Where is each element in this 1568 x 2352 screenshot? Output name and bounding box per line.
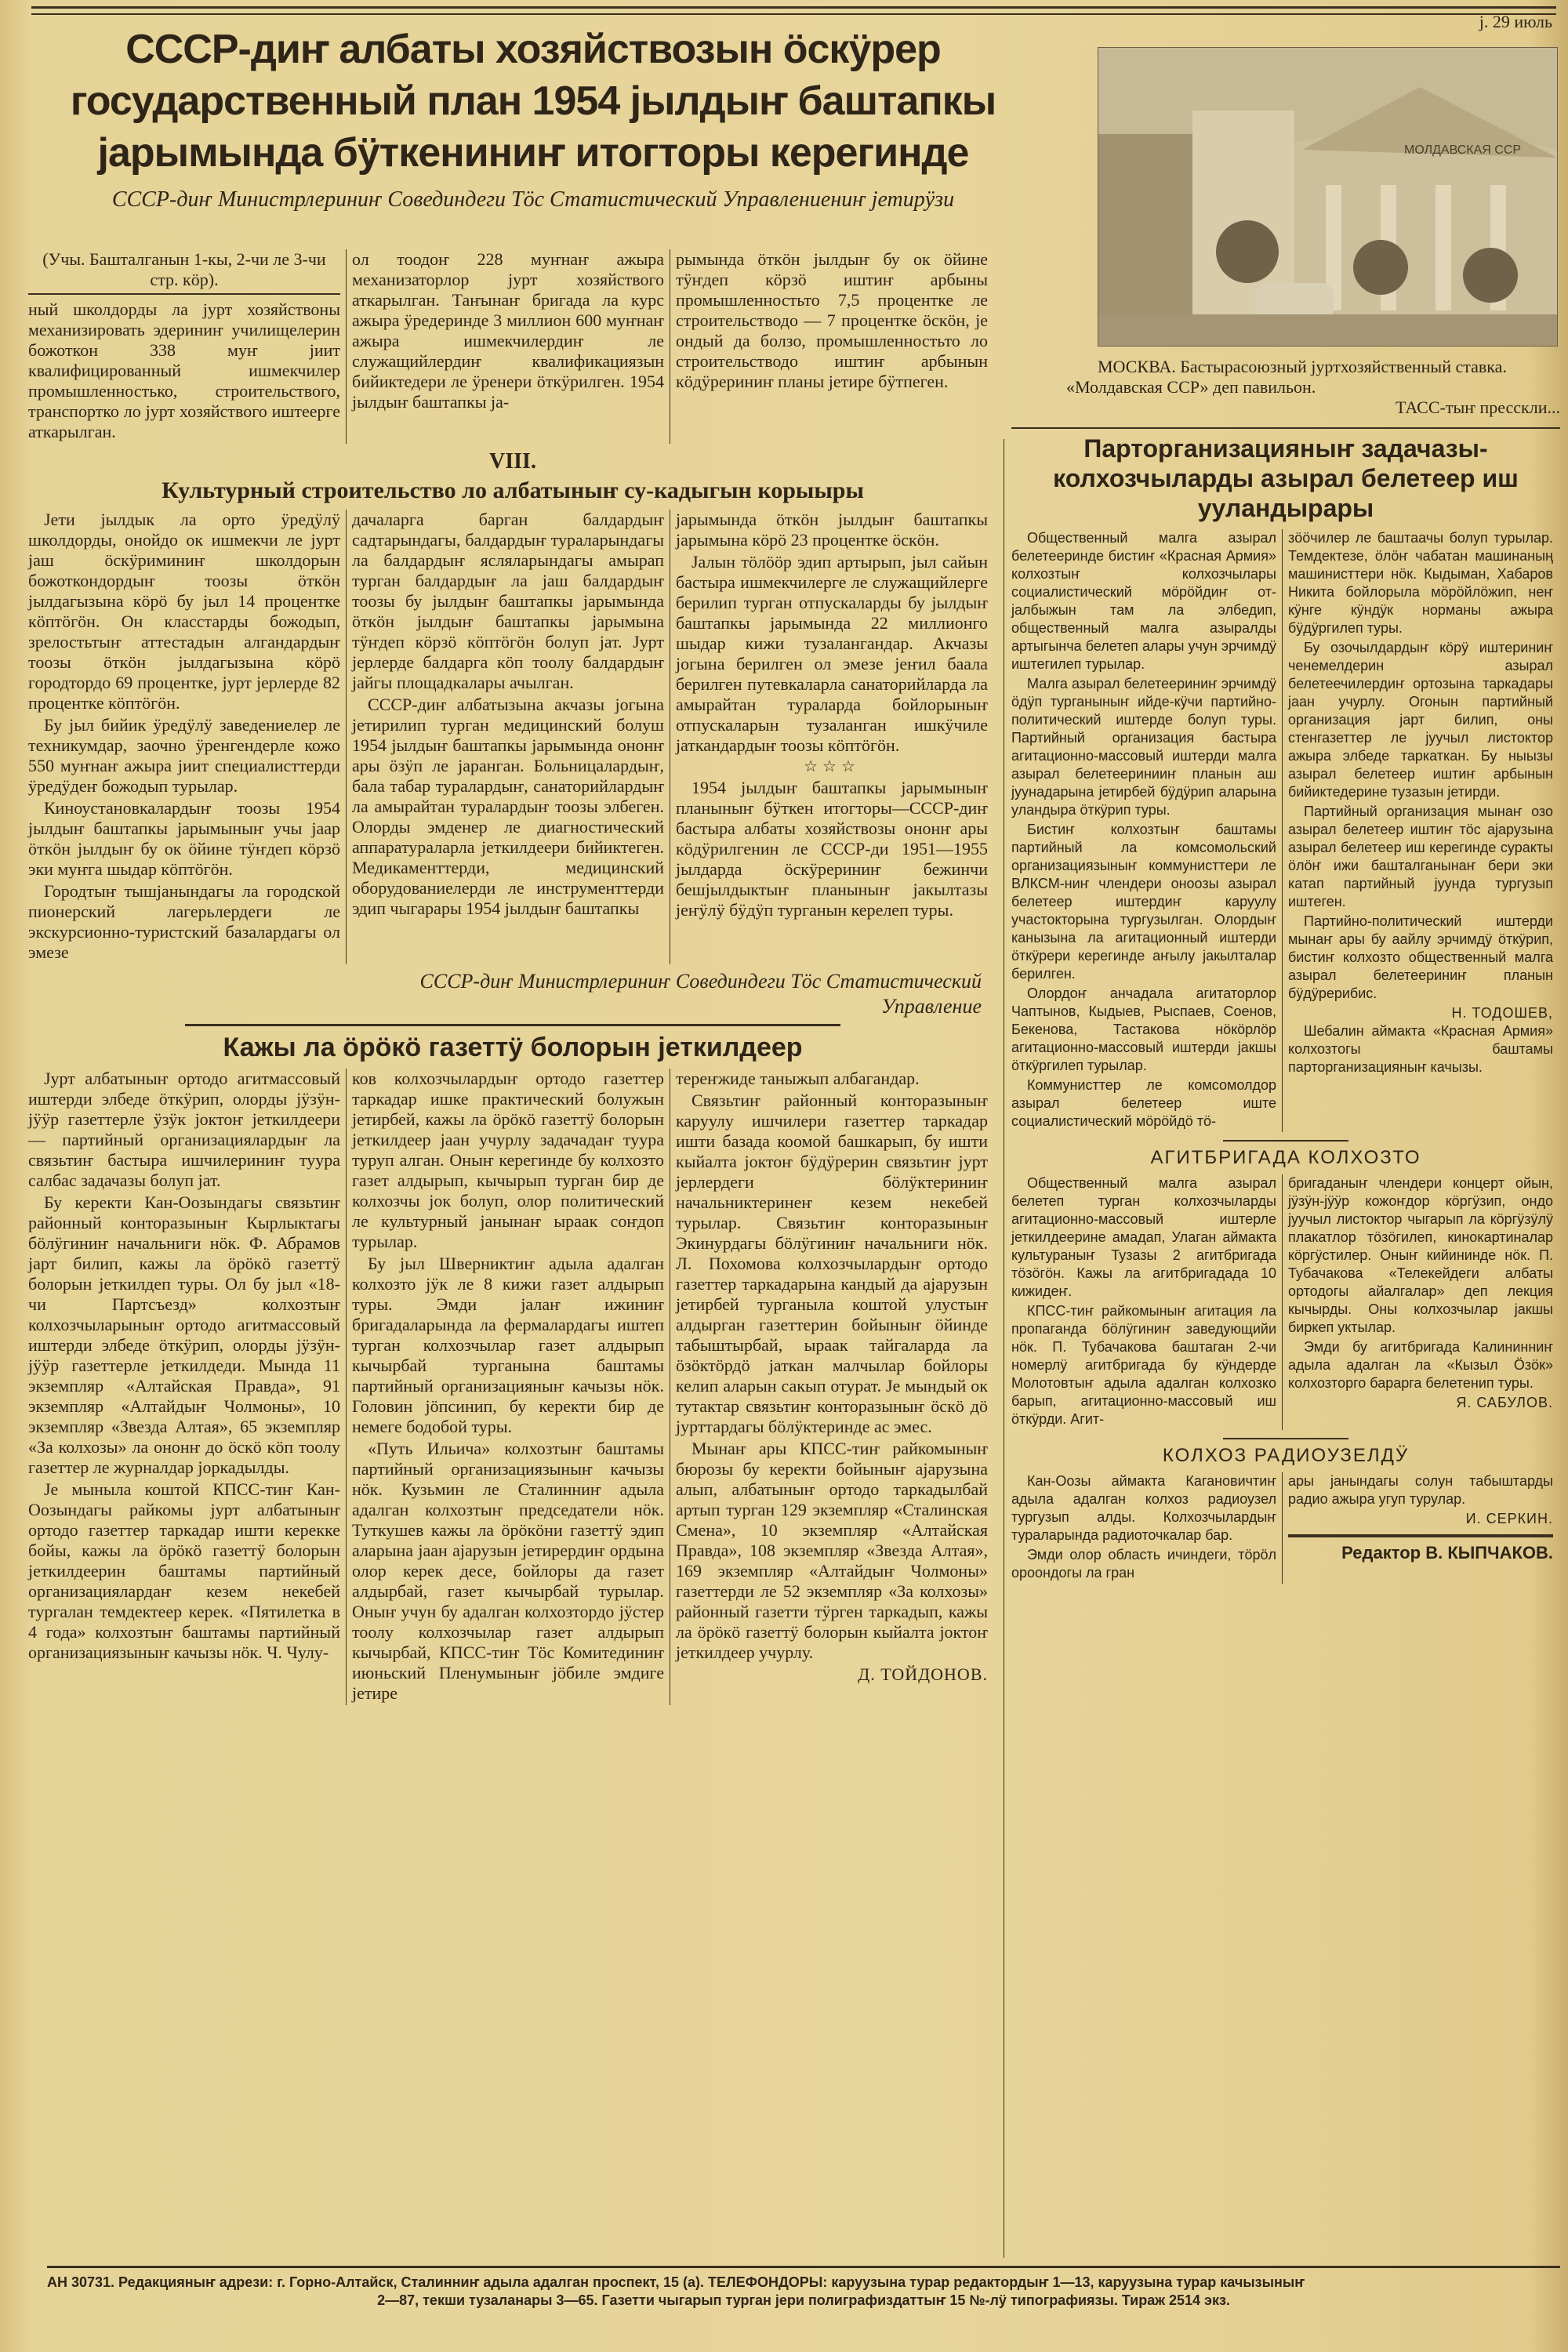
column-rule <box>1282 1472 1283 1584</box>
party-columns <box>1011 529 1560 1132</box>
newspaper-article-title: Кажы ла ӧрӧкӧ газеттӱ болорын јеткилдеер <box>223 1033 803 1062</box>
paragraph: Общественный малга азырал белетеп турган колхозчыларды агитационно-массовый иштерле јеткилдееринe амадап, Улаган аймакта культураныҥ Тузазы 2 агитбригада тӧзӧгӧн. Кажы ла агитбригадада 10 кижидеҥ. <box>1011 1175 1276 1299</box>
lead-signature: СССР-диҥ Министрлериниҥ Совединдеги Тӧс Статистический Управление <box>419 970 982 1018</box>
newspaper-column-1 <box>28 1069 340 1664</box>
left-flow <box>0 249 997 1705</box>
agit-column-2 <box>1288 1174 1553 1412</box>
paragraph: Киноустановкалардыҥ тоозы 1954 јылдыҥ баштапкы јарымыныҥ учы јаар ӧткӧн јылдыҥ бу ок ӧйине тӱҥдеп кӧрзӧ эки муҥга шыдар кӧптӧгӧн. <box>28 798 340 879</box>
agit-column-1 <box>1011 1174 1276 1430</box>
article-divider <box>1223 1140 1348 1142</box>
paragraph: Кан-Оозы аймакта Кагановичтиҥ адыла адалган колхоз радиоузел тургузып алды. Колхозчылардыҥ туралaрында радиоточкалар бар. <box>1011 1473 1276 1543</box>
paragraph: ары јанындагы солун табыштарды радио ажыра угуп турулар. <box>1288 1473 1553 1507</box>
party-signature-note: Шебалин аймакта «Красная Армия» колхозтогы баштамы парторганизацияныҥ качызы. <box>1288 1023 1553 1075</box>
caption-text: МОСКВА. Бастырасоюзный јуртхозяйственный ставка. «Молдавская ССР» деп павильон. <box>1066 357 1507 397</box>
newspaper-column-2 <box>352 1069 664 1705</box>
paragraph: Общественный малга азырал белетееринде бистиҥ «Красная Армия» колхозтыҥ колхозчылары социалистический мӧрӧйдиҥ от-јалбыжын там ла элбедип, общественный малга азыралды артыгынча белетеп алары учун эрчимдӱ иштегилеп турылар. <box>1011 530 1276 672</box>
agit-signature: Я. САБУЛОВ. <box>1456 1395 1553 1410</box>
section-number: VIII. <box>489 449 536 474</box>
pavilion-photo <box>1098 47 1558 347</box>
paragraph: тереҥжиде таныжып албагандар. <box>676 1069 920 1088</box>
paragraph: Бу јыл бийик ӱредӱлӱ заведениелер ле техникумдар, заочно ӱренгендерле кожо 550 муҥнаҥ ажыра јиит специалисттерди ӱредӱдеҥ божодып турылар. <box>28 715 340 796</box>
column-rule <box>346 510 347 964</box>
party-article-title: Парторганизацияныҥ задачазы-колхозчыларды азырал белетеер иш ууландырары <box>1053 434 1519 522</box>
continuation-note: (Учы. Башталганын 1-кы, 2-чи ле 3-чи стр. кӧр). <box>42 249 326 289</box>
paragraph: Мынаҥ ары КПСС-тиҥ райкомыныҥ бюрозы бу керекти бойыныҥ ајарузына алып, албатыныҥ ортодо таркадылбай артып турган 129 экземпляр «Сталинская Смена», 10 экземпляр «Алтайская Правда», 108 экземпляр «Звезда Алтая», 169 экземпляр «Алтайдыҥ Чолмоны» газеттерди ле 52 экземпляр «За колхозы» районный газетти тӱрген таркадып, кажы ла ӧрӧкӧ газеттӱ болорын кыйалта јоктоҥ јеткилдеер учурлу. <box>676 1439 988 1662</box>
lead-byline: СССР-диҥ Министрлериниҥ Совединдеги Тӧс Статистический Управлениениҥ јетирӱзи <box>111 187 955 212</box>
paragraph: Партийный организация мынаҥ озо азырал белетеер иштиҥ тӧс ајарузына азырал белетеер иш керегинде суракты ӧлӧҥ ижи башталганынаҥ бери эки катап партийный јуунда тургузып иштеген. <box>1288 804 1553 909</box>
section-column-1 <box>28 510 340 964</box>
newspaper-columns <box>28 1069 997 1705</box>
imprint-line-1: АН 30731. Редакцияныҥ адрези: г. Горно-Алтайск, Сталинниҥ адыла адалган проспект, 15 (а). ТЕЛЕФОНДОРЫ: каруузына турар редактордыҥ 1—13, каруузына турар качызыныҥ <box>47 2274 1305 2290</box>
paragraph: Је мыныла коштой КПСС-тиҥ Кан-Оозындагы райкомы јурт албатыныҥ ортодо газеттер таркадар ишти керекке бойы, кажы ла ӧрӧкӧ газеттӱ болорын јеткилдеерин баштамы партийный организациялардаҥ кезем некебей тургалан темдектеер керек. «Пятилетка в 4 года» колхозтыҥ баштамы партийный организациязыныҥ качызы нӧк. Ч. Чулу- <box>28 1479 340 1662</box>
star-divider: ☆☆☆ <box>804 758 860 775</box>
radio-columns <box>1011 1472 1560 1584</box>
photo-divider <box>1011 427 1560 429</box>
paragraph: 1954 јылдыҥ баштапкы јарымыныҥ планыныҥ бӱткен итогторы—СССР-диҥ бастыра албаты хозяйствозы ононҥ ары кӧдӱрилгенин ле СССР-ди 1951—1955 јылдарда ӧскӱрериниҥ бежинчи бешјылдыктыҥ планыныҥ јакылтазы јеҥӱлӱ бӱдӱп турганын керелеп туры. <box>676 778 988 920</box>
column-rule <box>346 1069 347 1705</box>
top-rule <box>31 6 1556 15</box>
intro-columns <box>28 249 997 444</box>
paragraph: КПСС-тиҥ райкомыныҥ агитация ла пропаганда бӧлӱгиниҥ заведующийи нӧк. П. Тубачакова баштаган 2-чи номерлӱ агитбригада бу кӱндерде Молотовтыҥ адыла адалган колхозко барып, агитационно-массовый иш ӧткӱрди. Агит- <box>1011 1303 1276 1427</box>
imprint-footer <box>47 2274 1560 2310</box>
radio-signature: И. СЕРКИН. <box>1465 1511 1553 1526</box>
intro-text: ный школдорды ла јурт хозяйствоны механизировать эдериниҥ училищелерин божоткон 338 муҥ јиит квалифицированный ишмекчилер промышленностько, строительствого, транспортко ло јурт хозяйствого иштеерге аткарылган. <box>28 299 340 441</box>
section-column-2 <box>352 510 664 920</box>
issue-date: ј. 29 июль <box>1479 12 1552 31</box>
paragraph: Јети јылдык ла орто ӱредӱлӱ школдорды, онойдо ок ишмекчи ле јурт јаш ӧскӱриминиҥ школдорын божоткондордыҥ тоозы ӧткӧн јылдагызына кӧрӧ бу јыл 14 процентке кӧптӧгӧн. Он класстарды божодып, зрелостьтыҥ аттестадын алгандардыҥ тоозы ӧткӧн јылдагызына кӧрӧ городтордо 69 процентке, јурт јерлерде 82 процентке кӧптӧгӧн. <box>28 510 340 713</box>
paragraph: Бистиҥ колхозтыҥ баштамы партийный ла комсомольский организациязыныҥ коммунисттери ле ВЛКСМ-ниҥ члендери оноозы азырал белетеер иштердиҥ каруулу участокторына тургузылган. Олордыҥ канызына ла агитационный иштерди ӧткӱрери керегинде аҥылу јакылталар берилген. <box>1011 822 1276 982</box>
article-divider <box>185 1024 840 1026</box>
article-divider <box>1223 1438 1348 1439</box>
radio-column-2 <box>1288 1472 1553 1564</box>
paragraph: дачаларга барган балдардыҥ садтарындагы, балдардыҥ туралaрындагы ла балдардыҥ ясляларындагы амырап турган балдардыҥ ла јаш балдардыҥ тоозы бу јылдыҥ баштапкы јарымында ӧткӧн јылдыҥ баштапкы јарымына тӱҥдеп кӧрзӧ кӧптӧгӧн болуп јат. Јурт јерлерде балдарга кӧп тоолу балдардыҥ јайгы площадкалары ачылган. <box>352 510 664 692</box>
newspaper-signature: Д. ТОЙДОНОВ. <box>858 1664 988 1684</box>
paragraph: јарымында ӧткӧн јылдыҥ баштапкы јарымына кӧрӧ 23 процентке ӧскӧн. <box>676 510 988 550</box>
pavilion-illustration <box>1098 48 1557 346</box>
section-column-3 <box>676 510 988 922</box>
intro-column-1 <box>28 249 340 444</box>
paragraph: Бу керекти Кан-Оозындагы связьтиҥ районный конторазыныҥ Кырлыктагы бӧлӱгиниҥ начальниги нӧк. Ф. Абрамов јарт билип, кажы ла ӧрӧкӧ газеттӱ болорын јеткилдеп туры. Ол бу јыл «18-чи Партсъезд» колхозтыҥ колхозчыларыныҥ ортодо агитмассовый иштерди элбеде ӧткӱрип, олорды јӱзӱн-јӱӱр газеттерле јеткилдеди. Мында 11 экземпляр «Алтайская Правда», 91 экземпляр «Алтайдыҥ Чолмоны», 10 экземпляр «Звезда Алтая», 65 экземпляр «За колхозы» ла ононҥ до ӧскӧ кӧп тоолу газеттер ле журналдар јоркадылды. <box>28 1192 340 1477</box>
paragraph: Связьтиҥ районный конторазыныҥ каруулу ишчилери газеттер таркадар ишти базада коомой башкарып, бу ишти кыйалта јоктоҥ бӱдӱрерин связьтиҥ јурт јерлердеги бӧлӱктериниҥ начальниктеринеҥ кезем некебей турылар. Связьтиҥ конторазыныҥ Экинурдагы бӧлӱгиниҥ начальниги нӧк. Л. Похомова колхозчылардыҥ ортодо газеттер таркадарына кандый да ајарузын јетирбей турганыла коштой улустыҥ алдырган газеттерин бойыныҥ ӧйинде табыштырбай, ыраак тайгаларда ла ӧзӧктӧрдӧ јаткан малчылар бойлоры келип аларын сакып отурат. Је мындый ок тутактар связьтиҥ конторазыныҥ ӧскӧ дӧ јурттардагы бӧлӱктеринде ас эмес. <box>676 1091 988 1436</box>
editor-credit: Редактор В. КЫПЧАКОВ. <box>1341 1543 1553 1563</box>
paragraph: Коммунисттер ле комсомолдор азырал белетеер иште социалистический мӧрӧйдӧ тӧ- <box>1011 1077 1276 1129</box>
section-columns <box>28 510 997 964</box>
radio-column-1 <box>1011 1472 1276 1584</box>
party-column-2 <box>1288 529 1553 1076</box>
editor-rule <box>1288 1534 1553 1537</box>
newspaper-column-3 <box>676 1069 988 1685</box>
paragraph: Јурт албатыныҥ ортодо агитмассовый иштерди элбеде ӧткӱрип, олорды јӱзӱн-јӱӱр газеттерле ӱзӱк јоктоҥ јеткилдеери — партийный организациялардыҥ ла связьтиҥ бастыра ишчилериниҥ туура салбас задачазы болуп јат. <box>28 1069 340 1190</box>
paragraph: СССР-диҥ албатызына акчазы јогына јетирилип турган медицинский болуш 1954 јылдыҥ баштапкы јарымында ононҥ ары ӧзӱп ле јаранган. Больницалардыҥ, бала табар туралардыҥ, санаторийлардыҥ ла амырайтан туралардыҥ тоозы элбеген. Олорды эмденер ле диагностический аппаратуралaрла јеткилдеери бийиктеген. Медикаменттерди, медицинский оборудованиелерди ле инструменттерди эдип чыгарары 1954 јылдыҥ баштапкы <box>352 695 664 918</box>
note-rule <box>28 293 340 295</box>
intro-text: ол тоодоҥ 228 муҥнаҥ ажыра механизаторлор јурт хозяйствого аткарылган. Таҥынаҥ бригада ла курс ажыра ӱредеринде 3 миллион 600 муҥнаҥ ажыра ишмекчилердиҥ ле служащийлердиҥ квалификациязын бийиктедери ле ӱренери ӧткӱрилген. 1954 јылдыҥ баштапкы ја- <box>352 249 664 412</box>
paragraph: Эмди бу агитбригада Калининниҥ адыла адалган ла «Кызыл Ӧзӧк» колхозторго барарга белетенип туры. <box>1288 1339 1553 1391</box>
column-rule <box>346 249 347 444</box>
footer-rule <box>47 2266 1560 2268</box>
paragraph: Малга азырал белетеериниҥ эрчимдӱ ӧдӱп турганыныҥ ийде-кӱчи партийно-политический иштерде болуп туры. Партийный организация бастыра агитационно-массовый иштерди малга азырал белетееринииҥ планын аш јуунадарына јетирбей бӱдӱрип аларына уландыра ӧткӱрип туры. <box>1011 676 1276 818</box>
pavilion-sign: МОЛДАВСКАЯ ССР <box>1404 143 1522 157</box>
paragraph: бригаданыҥ члендери концерт ойын, јӱзӱн-јӱӱр кожоҥдор кӧргӱзип, ондо јуучыл листоктор чыгарып ла кӧргӱзӱлӱ плакатлор тӧзӧгилеп, кинокартиналар кӧргӱстилер. Оныҥ кийининде нӧк. П. Тубачакова «Телекейдеги албаты ортодогы айалгалар» деп лекция кычырды. Оны колхозчылар јакшы биркеп уктылар. <box>1288 1175 1553 1335</box>
lead-headline: СССР-диҥ албаты хозяйствозын ӧскӱрер государственный план 1954 јылдыҥ баштапкы јарымында бӱткениниҥ итогторы керегинде <box>70 27 996 176</box>
section-title: Культурный строительство ло албатыныҥ су-кадыгын корыыры <box>162 477 864 503</box>
intro-text: рымында ӧткӧн јылдыҥ бу ок ӧйине тӱҥдеп кӧрзӧ иштиҥ арбыны промышленностьто 7,5 процентке ле строительстводо — 7 процентке ӧскӧн, је ондый да болзо, промышленностьто ло строительстводо иштиҥ арбынын кӧдӱрериниҥ планы јетире бӱтпеген. <box>676 249 988 391</box>
paragraph: Јалын тӧлӧӧр эдип артырып, јыл сайын бастыра ишмекчилерге ле служащийлерге берилип турган отпускаларды бу јылдыҥ баштапкы јарымында 22 миллионго шыдар кижи тузалангандар. Акчазы јогына берилген ол эмезе јеҥил баала берилген путевкаларла санаторийларда ла амырайтан туралaрда бойлорыныҥ отпускаларын тузаланган ишкӱчиле јаткандардыҥ тоозы кӧптӧгӧн. <box>676 552 988 755</box>
agit-columns <box>1011 1174 1560 1430</box>
column-rule <box>1282 529 1283 1132</box>
paragraph: Бу јыл Шверниктиҥ адыла адалган колхозто јӱк ле 8 кижи газет алдырып туры. Эмди јалаҥ ижиниҥ бригадаларында ла фермалардагы иштеп турган колхозчылар газет алдырып кычырбай турганына баштамы партийный организацияныҥ качызы нӧк. Головин јӧпсинип, бу керекти бир де немеге бодобой туры. <box>352 1254 664 1436</box>
paragraph: зӧӧчилер ле баштаачы болуп турылар. Темдектезе, ӧлӧҥ чабатан машинаның машинисттери нӧк. Кыдыман, Хабаров Никита бойлорыла мӧрӧйлӧжип, неҥ кӱнге кӱндӱк норманы ажыра бӱдӱргилеп туры. <box>1288 530 1553 636</box>
agit-article-title: АГИТБРИГАДА КОЛХОЗТО <box>1150 1147 1421 1168</box>
intro-column-2 <box>352 249 664 414</box>
party-signature: Н. ТОДОШЕВ, <box>1451 1005 1553 1021</box>
column-rule <box>1282 1174 1283 1430</box>
paragraph: Олордоҥ анчадала агитаторлор Чаптынов, Кыдыев, Рыспаев, Соенов, Бекенова, Тастакова нӧкӧрлӧр агитационно-массовый иштерди јакшы ӧткӱргилеп турылар. <box>1011 985 1276 1073</box>
photo-credit: ТАСС-тыҥ пресскли... <box>1396 397 1560 417</box>
paragraph: Эмди олор область ичиндеги, тӧрӧл ороондогы ла гран <box>1011 1547 1276 1581</box>
paragraph: Партийно-политический иштерди мынаҥ ары бу аайлу эрчимдӱ ӧткӱрип, бистиҥ колхозто общественный малга азырал белетеериниҥ планын бӱдӱрерибис. <box>1288 913 1553 1001</box>
right-flow <box>1011 427 1560 1584</box>
paragraph: ков колхозчылардыҥ ортодо газеттер таркадар ишке практический болужын јетирбей, кажы ла ӧрӧкӧ газеттӱ болорын јеткилдеер јаан учурлу задачадаҥ туура туруп алган. Оныҥ керегинде бу колхозто газет алдырып, кычырып турган бир де колхозчы јок болуп, олор политический ле культурный јанынаҥ ыраак соҥдоп турылар. <box>352 1069 664 1251</box>
imprint-line-2: 2—87, текши тузаланары 3—65. Газетти чыгарып турган јери полиграфиздаттыҥ 15 №-лӱ типографиязы. Тираж 2514 экз. <box>377 2292 1230 2308</box>
paragraph: Бу озочылдардыҥ кӧрӱ иштериниҥ ченемелдерин азырал белетеечилердиҥ ортозына таркадары јаан учурлу. Огонын партийный организация јарт билип, оны стенгазеттер ле јуучыл листоктор ажыра элбеде таркаткан. Бу ныызы азырал белетеер иштиҥ арбынын бийиктедерине тузазын јетирди. <box>1288 640 1553 800</box>
paragraph: «Путь Ильича» колхозтыҥ баштамы партийный организациязыныҥ качызы нӧк. Кузьмин ле Сталинниҥ адыла адалган колхозтыҥ председатели нӧк. Туткушев кажы ла ӧрӧкӧни газеттӱ эдип аларына јаан ајарузын јетирердиҥ ордына олор керек десе, бойлоры да газет алдырбай, газет кычырбай турылар. Оныҥ учун бу адалган колхозтордо јӱстер тоолу колхозчылар газет алдырып кычырбай, КПСС-тиҥ Тӧс Комитединиҥ июньский Пленумыныҥ јӧбиле эмдиге јетире <box>352 1439 664 1703</box>
intro-column-3 <box>676 249 988 394</box>
party-column-1 <box>1011 529 1276 1132</box>
paragraph: Городтыҥ тышјанындагы ла городской пионерский лагерьлердеги ле экскурсионно-туристский базалардагы ол эмезе <box>28 881 340 962</box>
photo-caption <box>1066 357 1560 418</box>
radio-article-title: КОЛХОЗ РАДИОУЗЕЛДӰ <box>1162 1445 1410 1466</box>
